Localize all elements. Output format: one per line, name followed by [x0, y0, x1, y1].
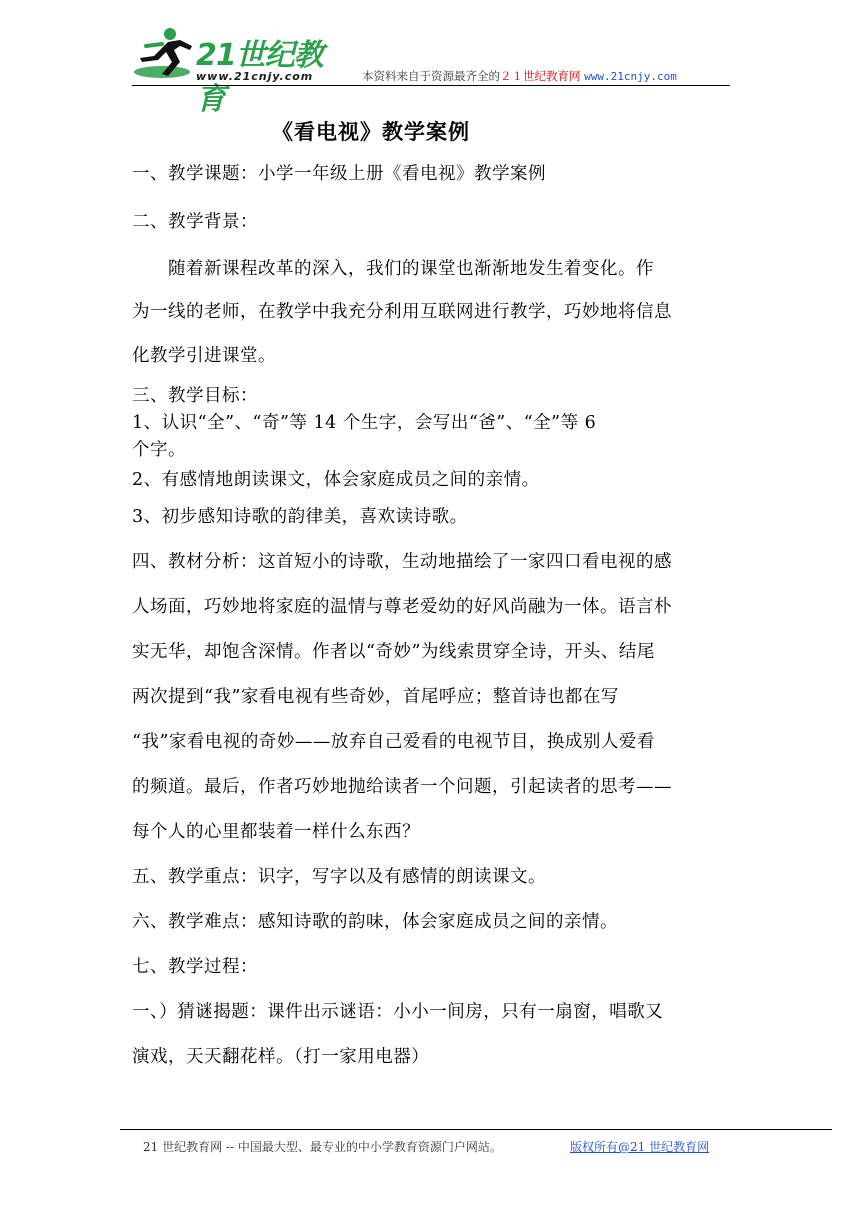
header-divider [132, 85, 730, 86]
analysis-line-6: 的频道。最后，作者巧妙地抛给读者一个问题，引起读者的思考—— [132, 777, 672, 797]
document-title: 《看电视》教学案例 [272, 119, 470, 144]
section-topic: 一、教学课题：小学一年级上册《看电视》教学案例 [132, 164, 546, 184]
page-header [132, 18, 730, 117]
goal-1-line-2: 个字。 [132, 440, 186, 460]
background-line-3: 化教学引进课堂。 [132, 346, 276, 366]
analysis-line-4: 两次提到“我”家看电视有些奇妙，首尾呼应；整首诗也都在写 [132, 687, 619, 707]
goal-1-line-1: 1、认识“全”、“奇”等 14 个生字，会写出“爸”、“全”等 6 [132, 413, 597, 433]
footer-description: 21 世纪教育网 -- 中国最大型、最专业的中小学教育资源门户网站。 [143, 1140, 502, 1154]
background-line-2: 为一线的老师，在教学中我充分利用互联网进行教学，巧妙地将信息 [132, 302, 672, 322]
header-note [362, 68, 677, 84]
process-step-1-line-1: 一、）猜谜揭题：课件出示谜语：小小一间房，只有一扇窗，唱歌又 [132, 1002, 664, 1022]
footer-copyright-link[interactable]: 版权所有@21 世纪教育网 [570, 1140, 710, 1154]
background-line-1: 随着新课程改革的深入，我们的课堂也渐渐地发生着变化。作 [132, 259, 654, 279]
analysis-line-3: 实无华，却饱含深情。作者以“奇妙”为线索贯穿全诗，开头、结尾 [132, 642, 655, 662]
header-site-link[interactable]: ２１世纪教育网 [500, 69, 581, 83]
logo-text: 21世纪教育 [196, 38, 323, 117]
analysis-line-1: 四、教材分析：这首短小的诗歌，生动地描绘了一家四口看电视的感 [132, 552, 672, 572]
section-goals-heading: 三、教学目标： [132, 386, 258, 406]
goal-2: 2、有感情地朗读课文，体会家庭成员之间的亲情。 [132, 470, 540, 490]
section-background-heading: 二、教学背景： [132, 212, 258, 232]
logo-url: www.21cnjy.com [196, 70, 314, 83]
site-logo[interactable] [132, 26, 342, 117]
header-url-link[interactable]: www.21cnjy.com [584, 70, 677, 83]
process-step-1-line-2: 演戏，天天翻花样。（打一家用电器） [132, 1047, 430, 1067]
section-key-points: 五、教学重点：识字，写字以及有感情的朗读课文。 [132, 867, 546, 887]
section-difficulties: 六、教学难点：感知诗歌的韵味，体会家庭成员之间的亲情。 [132, 912, 618, 932]
footer-divider [120, 1129, 832, 1130]
analysis-line-5: “我”家看电视的奇妙——放弃自己爱看的电视节目，换成别人爱看 [132, 732, 655, 752]
header-note-prefix: 本资料来自于资源最齐全的 [362, 69, 500, 83]
runner-logo-icon [132, 26, 196, 82]
page-footer [143, 1138, 710, 1155]
analysis-line-2: 人场面，巧妙地将家庭的温情与尊老爱幼的好风尚融为一体。语言朴 [132, 597, 672, 617]
section-process-heading: 七、教学过程： [132, 957, 258, 977]
analysis-line-7: 每个人的心里都装着一样什么东西？ [132, 822, 420, 842]
goal-3: 3、初步感知诗歌的韵律美，喜欢读诗歌。 [132, 507, 468, 527]
